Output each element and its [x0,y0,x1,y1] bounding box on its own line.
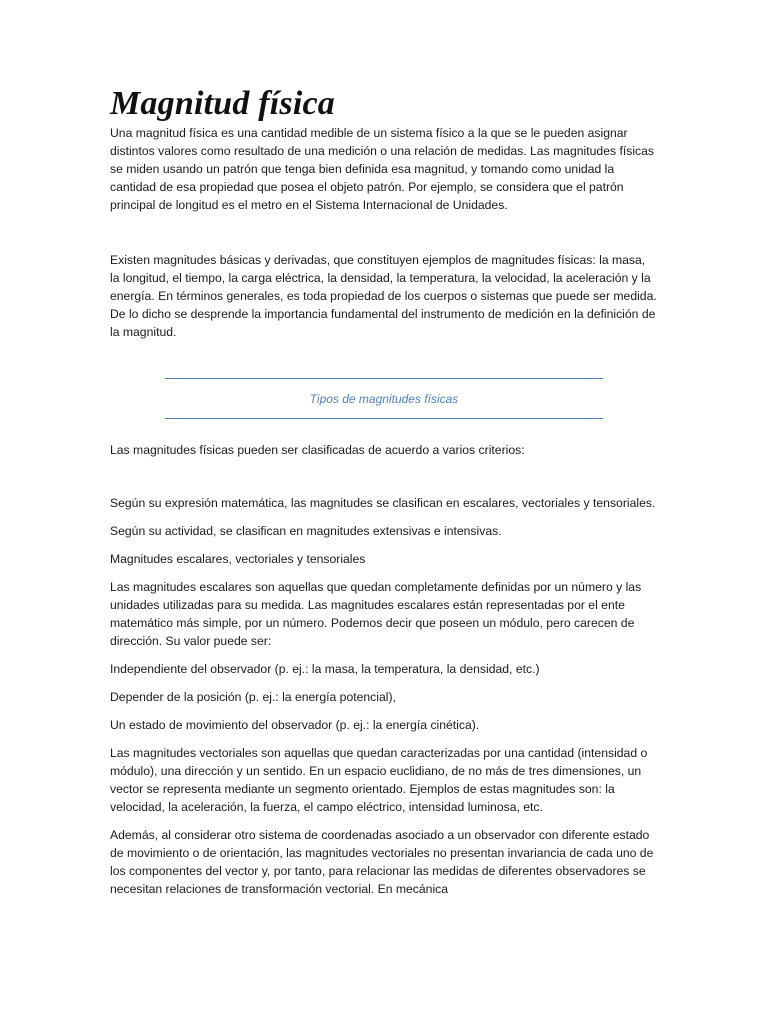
document-body [110,84,658,898]
paragraph-item-position: Depender de la posición (p. ej.: la energía potencial), [110,690,396,704]
paragraph-examples: Existen magnitudes básicas y derivadas, que constituyen ejemplos de magnitudes físicas: la masa, la longitud, el tiempo, la carga eléctrica, la densidad, la temperatura, la velocidad, la aceleración y la energía. En términos generales, es toda propiedad de los cuerpos o sistemas que puede ser medida. De lo dicho se desprende la importancia fundamental del instrumento de medición en la definición de la magnitud. [110,253,657,339]
quote-heading-text: Tipos de magnitudes físicas [309,391,459,406]
paragraph-item-motion: Un estado de movimiento del observador (p. ej.: la energía cinética). [110,718,480,732]
paragraph-by-activity: Según su actividad, se clasifican en magnitudes extensivas e intensivas. [110,524,502,538]
document-title: Magnitud física [110,85,335,122]
paragraph-item-independent: Independiente del observador (p. ej.: la masa, la temperatura, la densidad, etc.) [110,662,540,676]
paragraph-subheading: Magnitudes escalares, vectoriales y tensoriales [110,552,366,566]
paragraph-vectors: Las magnitudes vectoriales son aquellas que quedan caracterizadas por una cantidad (intensidad o módulo), una dirección y un sentido. En un espacio euclidiano, de no más de tres dimensiones, un vector se representa mediante un segmento orientado. Ejemplos de estas magnitudes son: la velocidad, la aceleración, la fuerza, el campo eléctrico, intensidad luminosa, etc. [110,746,648,814]
paragraph-scalars: Las magnitudes escalares son aquellas que quedan completamente definidas por un número y las unidades utilizadas para su medida. Las magnitudes escalares están representadas por el ente matemático más simple, por un número. Podemos decir que poseen un módulo, pero carecen de dirección. Su valor puede ser: [110,580,642,648]
paragraph-coordinates: Además, al considerar otro sistema de coordenadas asociado a un observador con diferente estado de movimiento o de orientación, las magnitudes vectoriales no presentan invariancia de cada uno de los componentes del vector y, por tanto, para relacionar las medidas de diferentes observadores se necesitan relaciones de transformación vectorial. En mecánica [110,828,654,896]
paragraph-classification: Las magnitudes físicas pueden ser clasificadas de acuerdo a varios criterios: [110,443,525,457]
paragraph-by-expression: Según su expresión matemática, las magnitudes se clasifican en escalares, vectoriales y tensoriales. [110,496,656,510]
paragraph-intro: Una magnitud física es una cantidad medible de un sistema físico a la que se le pueden asignar distintos valores como resultado de una medición o una relación de medidas. Las magnitudes físicas se miden usando un patrón que tenga bien definida esa magnitud, y tomando como unidad la cantidad de esa propiedad que posea el objeto patrón. Por ejemplo, se considera que el patrón principal de longitud es el metro en el Sistema Internacional de Unidades. [110,126,655,212]
quote-heading-block [165,378,603,419]
